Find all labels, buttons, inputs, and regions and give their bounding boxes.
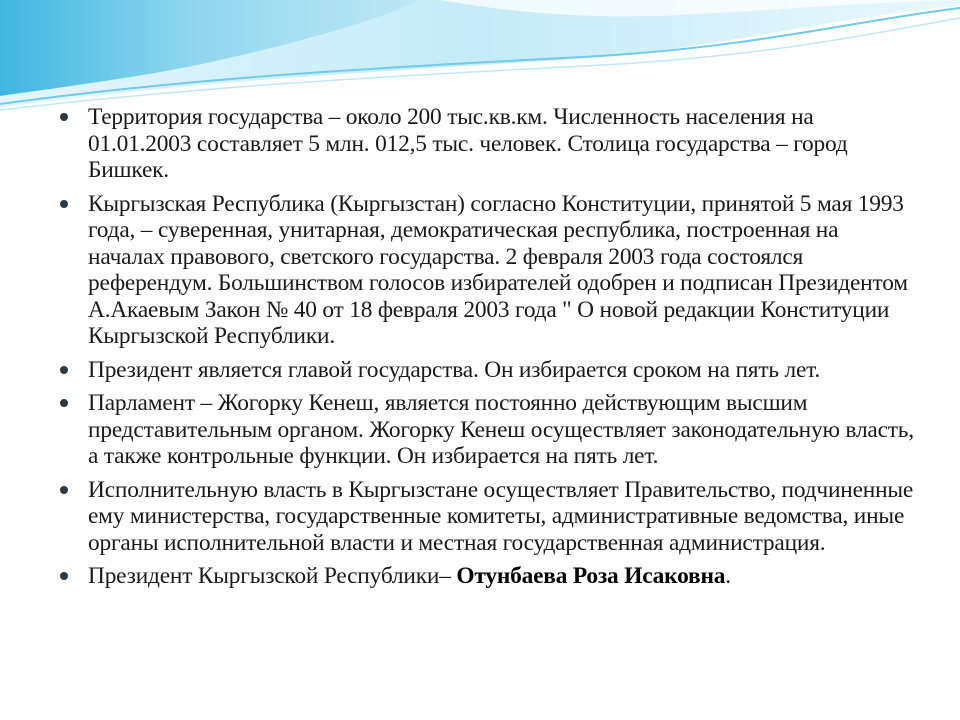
president-name: Отунбаева Роза Исаковна bbox=[456, 563, 726, 589]
bullet-dot-icon bbox=[60, 200, 68, 208]
bullet-dot-icon bbox=[60, 399, 68, 407]
bullet-text: Территория государства – около 200 тыс.кв.км. Численность населения на 01.01.2003 составляет 5 млн. 012,5 тыс. человек. Столица государства – город Бишкек. bbox=[88, 104, 848, 183]
bullet-list bbox=[58, 104, 918, 597]
bullet-dot-icon bbox=[60, 113, 68, 121]
bullet-tail: . bbox=[725, 563, 731, 589]
bullet-territory bbox=[58, 104, 918, 184]
bullet-dot-icon bbox=[60, 572, 68, 580]
bullet-president bbox=[58, 357, 918, 384]
wave-header-decoration bbox=[0, 0, 960, 120]
bullet-dot-icon bbox=[60, 486, 68, 494]
bullet-text: Парламент – Жогорку Кенеш, является постоянно действующим высшим представительным органом. Жогорку Кенеш осуществляет законодательную власть, а также контрольные функции. Он избирается на пять лет. bbox=[88, 390, 914, 469]
bullet-text: Кыргызская Республика (Кыргызстан) согласно Конституции, принятой 5 мая 1993 года, – суверенная, унитарная, демократическая республика, построенная на началах правового, светского государства. 2 февраля 2003 года состоялся референдум. Большинством голосов избирателей одобрен и подписан Президентом А.Акаевым Закон № 40 от 18 февраля 2003 года " О новой редакции Конституции Кыргызской Республики. bbox=[88, 190, 908, 349]
bullet-government bbox=[58, 477, 918, 557]
bullet-constitution bbox=[58, 191, 918, 350]
bullet-text: Президент является главой государства. Он избирается сроком на пять лет. bbox=[88, 356, 821, 383]
bullet-dot-icon bbox=[60, 366, 68, 374]
bullet-current-president bbox=[58, 563, 918, 590]
bullet-text: Исполнительную власть в Кыргызстане осуществляет Правительство, подчиненные ему министерства, государственные комитеты, административные ведомства, иные органы исполнительной власти и местная государственная администрация. bbox=[88, 476, 914, 556]
bullet-parliament bbox=[58, 390, 918, 470]
bullet-text: Президент Кыргызской Республики– bbox=[88, 563, 457, 589]
